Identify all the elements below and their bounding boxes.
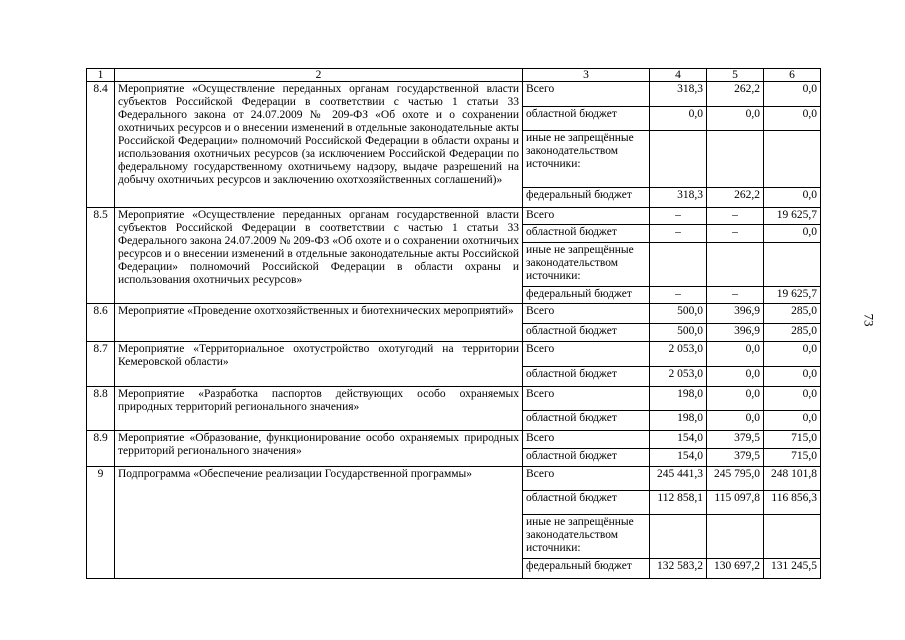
value-col-5: 0,0 — [707, 411, 764, 431]
funding-source: областной бюджет — [523, 491, 650, 515]
header-col-6: 6 — [764, 69, 821, 82]
value-col-6: 715,0 — [764, 449, 821, 467]
row-number: 8.8 — [87, 387, 115, 431]
value-col-4: – — [650, 287, 707, 304]
funding-source: Всего — [523, 342, 650, 367]
value-col-6: 0,0 — [764, 387, 821, 411]
value-col-5: – — [707, 287, 764, 304]
value-col-4: 500,0 — [650, 304, 707, 324]
value-col-5: 245 795,0 — [707, 467, 764, 491]
value-col-5: 0,0 — [707, 387, 764, 411]
value-col-6: 131 245,5 — [764, 559, 821, 579]
funding-source: федеральный бюджет — [523, 287, 650, 304]
value-col-4: – — [650, 225, 707, 243]
value-col-5: 115 097,8 — [707, 491, 764, 515]
page-number: 73 — [861, 313, 877, 327]
row-number: 8.5 — [87, 208, 115, 304]
value-col-4: 245 441,3 — [650, 467, 707, 491]
value-col-4: 112 858,1 — [650, 491, 707, 515]
header-col-1: 1 — [87, 69, 115, 82]
value-col-6: 0,0 — [764, 411, 821, 431]
value-col-4: 318,3 — [650, 82, 707, 107]
value-col-6: 248 101,8 — [764, 467, 821, 491]
header-col-4: 4 — [650, 69, 707, 82]
funding-source: областной бюджет — [523, 225, 650, 243]
value-col-4: 0,0 — [650, 107, 707, 131]
value-col-6: 0,0 — [764, 342, 821, 367]
measure-name: Мероприятие «Проведение охотхозяйственных и биотехнических мероприятий» — [115, 304, 523, 342]
value-col-6 — [764, 131, 821, 188]
value-col-6: 0,0 — [764, 367, 821, 387]
value-col-5: 379,5 — [707, 449, 764, 467]
funding-source: областной бюджет — [523, 411, 650, 431]
funding-source: областной бюджет — [523, 449, 650, 467]
value-col-6: 116 856,3 — [764, 491, 821, 515]
funding-source: областной бюджет — [523, 324, 650, 342]
funding-source: областной бюджет — [523, 367, 650, 387]
subprogram-name: Подпрограмма «Обеспечение реализации Государственной программы» — [115, 467, 523, 579]
value-col-4: 198,0 — [650, 411, 707, 431]
value-col-5: 0,0 — [707, 367, 764, 387]
funding-source: иные не запрещённые законодательством источники: — [523, 515, 650, 559]
measure-name: Мероприятие «Осуществление переданных органам государственной власти субъектов Российской Федерации в соответствии с частью 1 статьи 33 Федерального закона 24.07.2009 № 209-ФЗ «Об охоте и о сохранении охотничьих ресурсов и о внесении изменений в отдельные законодательные акты Российской Федерации» полномочий Российской Федерации в области охраны и использования охотничьих ресурсов» — [115, 208, 523, 304]
value-col-5 — [707, 243, 764, 287]
value-col-5: – — [707, 225, 764, 243]
value-col-5: 0,0 — [707, 107, 764, 131]
value-col-6: 0,0 — [764, 225, 821, 243]
value-col-6: 19 625,7 — [764, 208, 821, 225]
row-number: 8.7 — [87, 342, 115, 387]
value-col-5 — [707, 131, 764, 188]
funding-source: федеральный бюджет — [523, 188, 650, 208]
table-row — [87, 431, 821, 449]
value-col-4: 132 583,2 — [650, 559, 707, 579]
funding-source: иные не запрещённые законодательством источники: — [523, 243, 650, 287]
value-col-5: 396,9 — [707, 304, 764, 324]
value-col-4: 154,0 — [650, 431, 707, 449]
value-col-4: 198,0 — [650, 387, 707, 411]
row-number: 8.4 — [87, 82, 115, 208]
value-col-6: 0,0 — [764, 107, 821, 131]
value-col-5: – — [707, 208, 764, 225]
value-col-4: 318,3 — [650, 188, 707, 208]
funding-source: Всего — [523, 387, 650, 411]
value-col-4: 2 053,0 — [650, 367, 707, 387]
value-col-6 — [764, 515, 821, 559]
table-row — [87, 342, 821, 367]
funding-source: иные не запрещённые законодательством источники: — [523, 131, 650, 188]
value-col-4 — [650, 131, 707, 188]
value-col-6: 285,0 — [764, 324, 821, 342]
header-col-2: 2 — [115, 69, 523, 82]
funding-source: областной бюджет — [523, 107, 650, 131]
value-col-4: 2 053,0 — [650, 342, 707, 367]
value-col-5 — [707, 515, 764, 559]
table-row — [87, 304, 821, 324]
value-col-4: 154,0 — [650, 449, 707, 467]
table-header-row — [87, 69, 821, 82]
header-col-3: 3 — [523, 69, 650, 82]
measure-name: Мероприятие «Образование, функционирование особо охраняемых природных территорий регионального значения» — [115, 431, 523, 467]
value-col-4: – — [650, 208, 707, 225]
table-row — [87, 82, 821, 107]
value-col-5: 262,2 — [707, 82, 764, 107]
value-col-6: 19 625,7 — [764, 287, 821, 304]
budget-table — [86, 68, 821, 579]
value-col-6: 0,0 — [764, 188, 821, 208]
header-col-5: 5 — [707, 69, 764, 82]
funding-source: Всего — [523, 82, 650, 107]
row-number: 8.6 — [87, 304, 115, 342]
measure-name: Мероприятие «Территориальное охотустройство охотугодий на территории Кемеровской области» — [115, 342, 523, 387]
value-col-6 — [764, 243, 821, 287]
value-col-4: 500,0 — [650, 324, 707, 342]
value-col-6: 715,0 — [764, 431, 821, 449]
row-number: 8.9 — [87, 431, 115, 467]
value-col-5: 262,2 — [707, 188, 764, 208]
table-row — [87, 467, 821, 491]
table-row — [87, 208, 821, 225]
measure-name: Мероприятие «Разработка паспортов действующих особо охраняемых природных территорий регионального значения» — [115, 387, 523, 431]
row-number: 9 — [87, 467, 115, 579]
value-col-5: 130 697,2 — [707, 559, 764, 579]
value-col-4 — [650, 515, 707, 559]
funding-source: Всего — [523, 304, 650, 324]
funding-source: Всего — [523, 467, 650, 491]
measure-name: Мероприятие «Осуществление переданных органам государственной власти субъектов Российской Федерации в соответствии с частью 1 статьи 33 Федерального закона от 24.07.2009 № 209-ФЗ «Об охоте и о сохранении охотничьих ресурсов и о внесении изменений в отдельные законодательные акты Российской Федерации» полномочий Российской Федерации в области охраны и использования охотничьих ресурсов (за исключением Российской Федерации по федеральному государственному охотничьему надзору, выдаче разрешений на добычу охотничьих ресурсов и заключению охотхозяйственных соглашений)» — [115, 82, 523, 208]
value-col-5: 0,0 — [707, 342, 764, 367]
funding-source: федеральный бюджет — [523, 559, 650, 579]
value-col-6: 285,0 — [764, 304, 821, 324]
funding-source: Всего — [523, 208, 650, 225]
value-col-4 — [650, 243, 707, 287]
value-col-5: 379,5 — [707, 431, 764, 449]
table-row — [87, 387, 821, 411]
value-col-6: 0,0 — [764, 82, 821, 107]
funding-source: Всего — [523, 431, 650, 449]
value-col-5: 396,9 — [707, 324, 764, 342]
